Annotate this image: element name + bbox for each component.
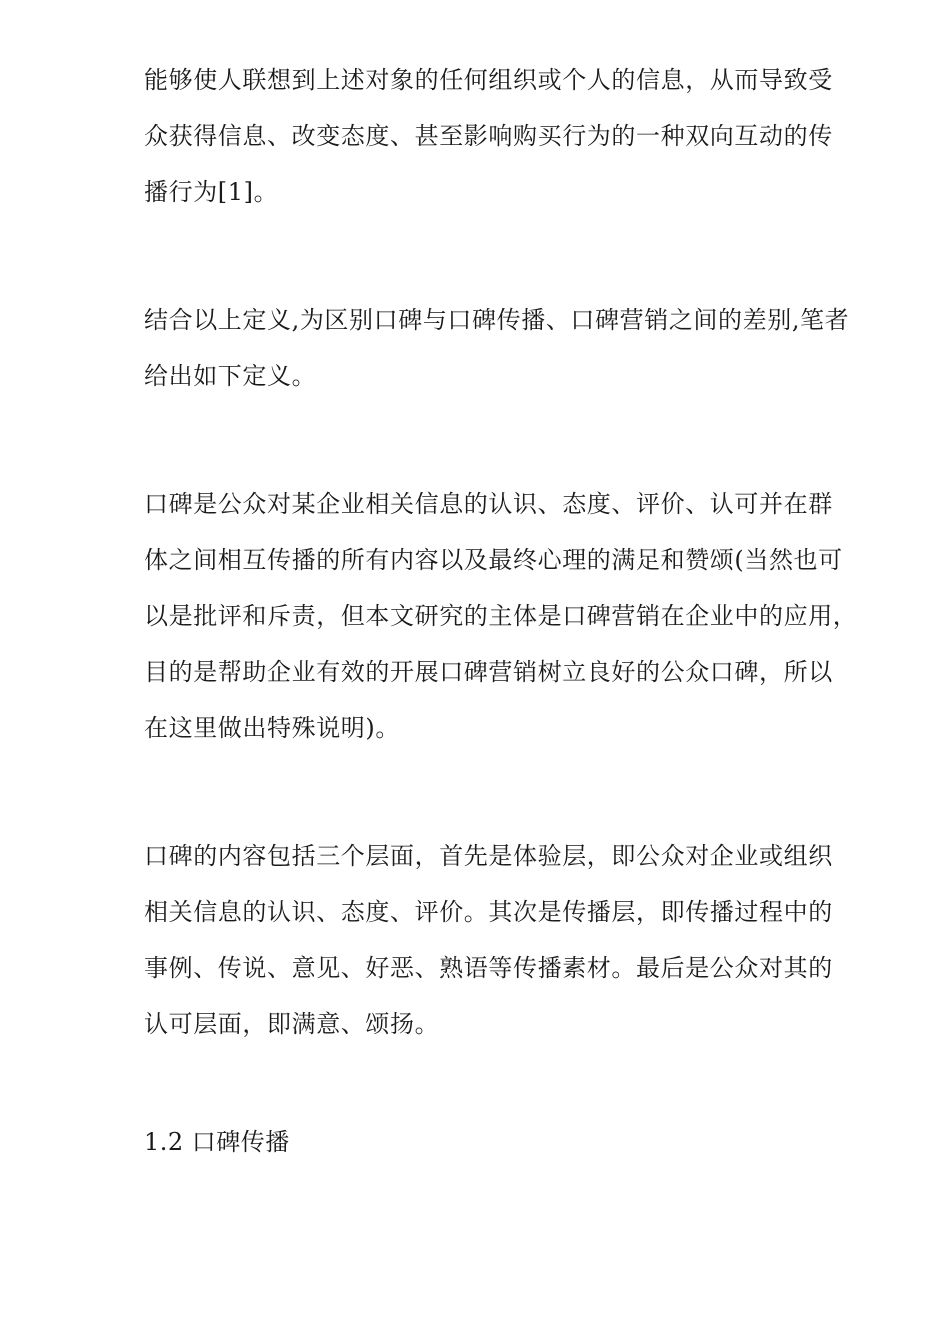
text-line: 在这里做出特殊说明)。 bbox=[144, 714, 400, 742]
text-line: 以是批评和斥责，但本文研究的主体是口碑营销在企业中的应用， bbox=[144, 602, 858, 630]
text-line: 相关信息的认识、态度、评价。其次是传播层，即传播过程中的 bbox=[144, 898, 833, 926]
paragraph-word-of-mouth-layers bbox=[144, 828, 874, 1052]
text-line: 口碑的内容包括三个层面，首先是体验层，即公众对企业或组织 bbox=[144, 842, 833, 870]
section-heading-text: 1.2 口碑传播 bbox=[144, 1128, 290, 1156]
section-heading bbox=[144, 1114, 874, 1170]
text-line: 能够使人联想到上述对象的任何组织或个人的信息，从而导致受 bbox=[144, 66, 833, 94]
text-line: 播行为[1]。 bbox=[144, 178, 279, 206]
document-body bbox=[144, 52, 874, 1170]
text-line: 结合以上定义,为区别口碑与口碑传播、口碑营销之间的差别,笔者 bbox=[144, 306, 850, 334]
text-line: 口碑是公众对某企业相关信息的认识、态度、评价、认可并在群 bbox=[144, 490, 833, 518]
text-line: 认可层面，即满意、颂扬。 bbox=[144, 1010, 440, 1038]
paragraph-word-of-mouth-definition bbox=[144, 476, 874, 756]
text-line: 体之间相互传播的所有内容以及最终心理的满足和赞颂(当然也可 bbox=[144, 546, 843, 574]
text-line: 众获得信息、改变态度、甚至影响购买行为的一种双向互动的传 bbox=[144, 122, 833, 150]
text-line: 事例、传说、意见、好恶、熟语等传播素材。最后是公众对其的 bbox=[144, 954, 833, 982]
paragraph-author-definition-intro bbox=[144, 292, 874, 404]
text-line: 给出如下定义。 bbox=[144, 362, 317, 390]
text-line: 目的是帮助企业有效的开展口碑营销树立良好的公众口碑，所以 bbox=[144, 658, 833, 686]
paragraph-definition-continued bbox=[144, 52, 874, 220]
